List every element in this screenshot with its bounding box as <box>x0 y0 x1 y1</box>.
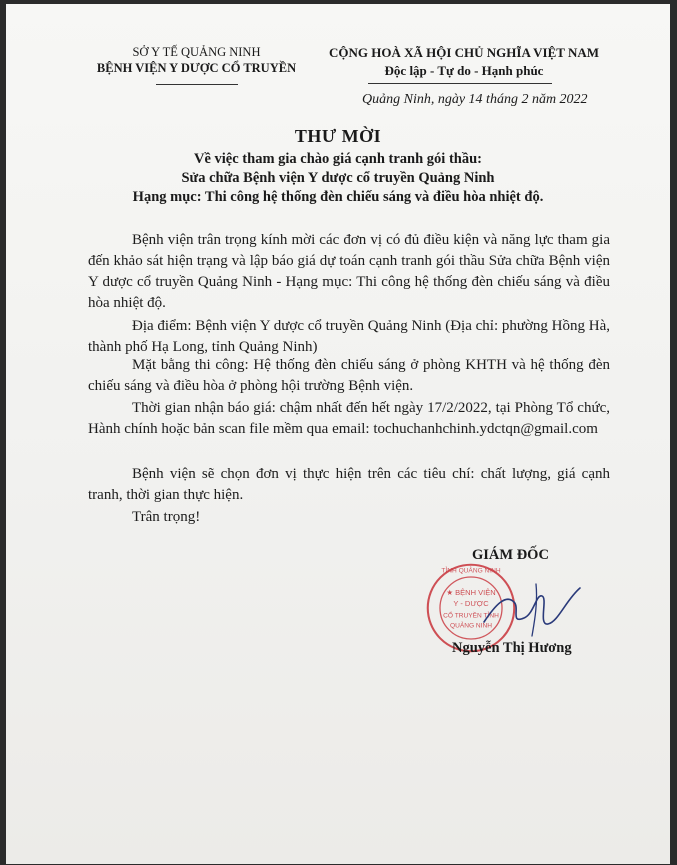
closing-regards: Trân trọng! <box>132 509 201 525</box>
issuer-block <box>94 44 299 76</box>
hospital-name: BỆNH VIỆN Y DƯỢC CỔ TRUYỀN <box>96 61 297 75</box>
national-heading <box>316 44 612 80</box>
body-paragraph-criteria: Bệnh viện sẽ chọn đơn vị thực hiện trên các tiêu chí: chất lượng, giá cạnh tranh, thời gian thực hiện. <box>88 466 610 503</box>
motto-underline <box>368 83 552 84</box>
body-paragraph-invitation: Bệnh viện trân trọng kính mời các đơn vị có đủ điều kiện và năng lực tham gia đến khảo sát hiện trạng và lập báo giá dự toán cạnh tranh gói thầu Sửa chữa Bệnh viện Y dược cổ truyền Quảng Ninh - Hạng mục: Thi công hệ thống đèn chiếu sáng và điều hòa nhiệt độ. <box>88 232 610 311</box>
subject-line-3: Hạng mục: Thi công hệ thống đèn chiếu sáng và điều hòa nhiệt độ. <box>132 189 544 205</box>
document-page <box>6 4 670 864</box>
svg-text:CỔ TRUYỀN TỈNH: CỔ TRUYỀN TỈNH <box>443 612 499 620</box>
document-title: THƯ MỜI <box>294 126 382 146</box>
body-paragraph-location: Địa điểm: Bệnh viện Y dược cổ truyền Quảng Ninh (Địa chỉ: phường Hồng Hà, thành phố Hạ Long, tỉnh Quảng Ninh) <box>88 318 610 355</box>
department-name: SỞ Y TẾ QUẢNG NINH <box>132 45 261 59</box>
national-motto: Độc lập - Tự do - Hạnh phúc <box>384 63 544 78</box>
svg-text:TỈNH QUẢNG NINH: TỈNH QUẢNG NINH <box>441 567 501 575</box>
issuer-underline <box>156 84 238 85</box>
svg-text:QUẢNG NINH: QUẢNG NINH <box>449 622 493 630</box>
signer-role: GIÁM ĐỐC <box>472 547 549 563</box>
subject-line-2: Sửa chữa Bệnh viện Y dược cổ truyền Quảng Ninh <box>181 170 495 186</box>
body-paragraph-deadline: Thời gian nhận báo giá: chậm nhất đến hết ngày 17/2/2022, tại Phòng Tổ chức, Hành chính hoặc bản scan file mềm qua email: tochuchanhchinh.ydctqn@gmail.com <box>88 400 610 437</box>
handwritten-signature-icon <box>476 574 586 644</box>
svg-text:Y - DƯỢC: Y - DƯỢC <box>453 599 489 609</box>
issue-date: Quảng Ninh, ngày 14 tháng 2 năm 2022 <box>362 92 588 107</box>
body-paragraph-site: Mặt bằng thi công: Hệ thống đèn chiếu sáng ở phòng KHTH và hệ thống đèn chiếu sáng và điều hòa ở phòng hội trường Bệnh viện. <box>88 357 610 394</box>
subject-line-1: Về việc tham gia chào giá cạnh tranh gói thầu: <box>194 151 482 167</box>
svg-text:★ BỆNH VIỆN: ★ BỆNH VIỆN <box>446 587 496 597</box>
signer-name: Nguyễn Thị Hương <box>452 640 572 656</box>
nation-name: CỘNG HOÀ XÃ HỘI CHỦ NGHĨA VIỆT NAM <box>328 45 600 60</box>
